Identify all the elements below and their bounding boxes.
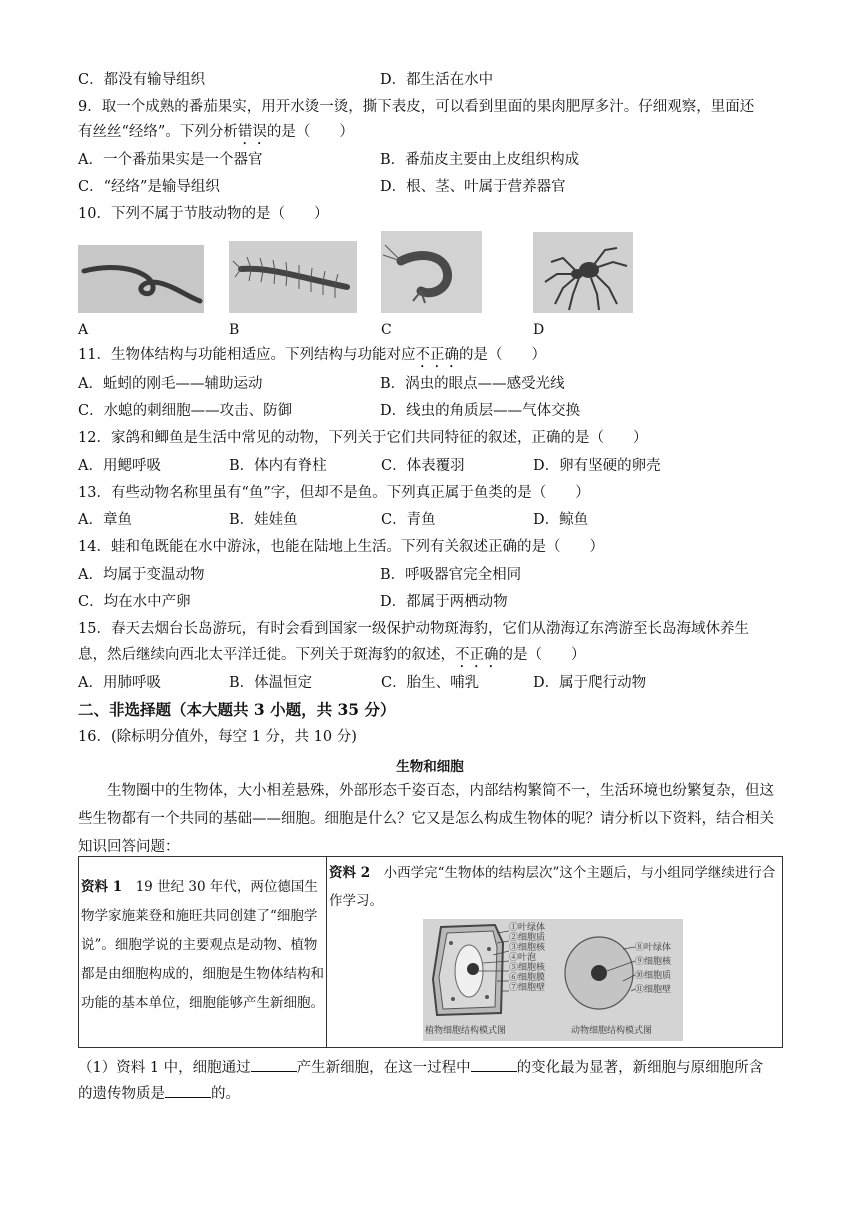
material-1-cell <box>79 857 327 1048</box>
passage-title: 生物和细胞 <box>396 759 464 775</box>
q14-option-b: B．呼吸器官完全相同 <box>380 567 522 583</box>
section-heading: 二、非选择题（本大题共 3 小题，共 35 分） <box>78 700 396 719</box>
q16-stem: 16．(除标明分值外，每空 1 分，共 10 分) <box>78 729 357 745</box>
material-1 <box>79 857 326 1018</box>
q13-option-b: B．娃娃鱼 <box>229 512 298 528</box>
q9-option-c: C．“经络”是输导组织 <box>78 179 220 195</box>
q13-stem: 13．有些动物名称里虽有“鱼”字，但却不是鱼。下列真正属于鱼类的是（ ） <box>78 485 590 501</box>
q14-option-d: D．都属于两栖动物 <box>380 594 508 610</box>
material-1-text: 19 世纪 30 年代，两位德国生物学家施莱登和施旺共同创建了“细胞学说”。细胞学说的主要观点是动物、植物都是由细胞构成的，细胞是生物体结构和功能的基本单位，细胞能够产生新细胞。 <box>81 879 324 1011</box>
centipede-icon <box>229 241 357 313</box>
emphasis-text: 不正确 <box>415 347 459 363</box>
material-2-label: 资料 2 <box>329 865 371 881</box>
q14-stem: 14．蛙和龟既能在水中游泳，也能在陆地上生活。下列有关叙述正确的是（ ） <box>78 539 604 555</box>
animal-cell-labels: ⑧叶绿体 ⑨细胞核 ⑩细胞质 ⑪细胞壁 <box>635 943 672 995</box>
materials-table <box>78 856 783 1048</box>
q12-stem: 12．家鸽和鲫鱼是生活中常见的动物，下列关于它们共同特征的叙述，正确的是（ ） <box>78 430 648 446</box>
q8-option-d: D．都生活在水中 <box>380 72 494 88</box>
q15-option-d: D．属于爬行动物 <box>533 675 647 691</box>
q11-option-b: B．涡虫的眼点——感受光线 <box>380 376 565 392</box>
q8-option-c: C．都没有输导组织 <box>78 72 206 88</box>
q15-option-a: A．用肺呼吸 <box>78 675 161 691</box>
shrimp-icon <box>381 231 482 313</box>
animal-cell-caption: 动物细胞结构模式图 <box>571 1026 653 1036</box>
q12-option-d: D．卵有坚硬的卵壳 <box>533 458 661 474</box>
q11-option-a: A．蚯蚓的刚毛——辅助运动 <box>78 376 263 392</box>
q14-option-a: A．均属于变温动物 <box>78 567 205 583</box>
material-1-label: 资料 1 <box>81 879 123 895</box>
q15-option-c: C．胎生、哺乳 <box>381 675 480 691</box>
spider-photo <box>533 232 633 313</box>
q11-option-d: D．线虫的角质层——气体交换 <box>380 403 581 419</box>
material-2-cell <box>327 857 783 1048</box>
q11-option-c: C．水螅的刺细胞——攻击、防御 <box>78 403 293 419</box>
q15-stem-line1: 15．春天去烟台长岛游玩，有时会看到国家一级保护动物斑海豹，它们从渤海辽东湾游至长岛海域休养生 <box>78 621 749 637</box>
passage-text: 生物圈中的生物体，大小相差悬殊，外部形态千姿百态，内部结构繁简不一，生活环境也纷繁复杂，但这些生物都有一个共同的基础——细胞。细胞是什么？它又是怎么构成生物体的呢？请分析以下资料，结合相关知识回答问题： <box>78 783 774 855</box>
q10-stem: 10．下列不属于节肢动物的是（ ） <box>78 206 329 222</box>
emphasis-text: 错误 <box>237 124 267 140</box>
q12-option-a: A．用鳃呼吸 <box>78 458 161 474</box>
q13-option-a: A．章鱼 <box>78 512 132 528</box>
answer-blank[interactable] <box>251 1057 297 1072</box>
q10-label-c: C <box>381 322 392 338</box>
spider-icon <box>533 232 633 313</box>
plant-cell-labels: ①叶绿体 ②细胞质 ③细胞核 ④叶泡 ⑤细胞核 ⑥细胞膜 ⑦细胞壁 <box>509 923 546 993</box>
q16-sub1-line2: 的遗传物质是 的。 <box>78 1081 788 1107</box>
material-2 <box>327 857 782 915</box>
centipede-photo <box>229 241 357 313</box>
q12-option-c: C．体表覆羽 <box>381 458 465 474</box>
q15-stem-line2: 息，然后继续向西北太平洋迁徙。下列关于斑海豹的叙述，不正确的是（ ） <box>78 647 586 663</box>
material-2-text: 小西学完“生物体的结构层次”这个主题后，与小组同学继续进行合作学习。 <box>329 865 776 909</box>
shrimp-photo <box>381 231 482 313</box>
q16-sub1-line1: （1）资料 1 中，细胞通过 产生新细胞，在这一过程中 的变化最为显著，新细胞与原细胞所含 <box>78 1055 788 1081</box>
q9-stem-line1: 9．取一个成熟的番茄果实，用开水烫一烫，撕下表皮，可以看到里面的果肉肥厚多汁。仔细观察，里面还 <box>78 99 755 115</box>
q13-option-c: C．青鱼 <box>381 512 436 528</box>
emphasis-text: 不正确 <box>455 647 499 663</box>
q10-label-b: B <box>229 322 240 338</box>
q10-label-d: D <box>533 322 545 338</box>
q9-option-d: D．根、茎、叶属于营养器官 <box>380 179 566 195</box>
earthworm-icon <box>78 245 204 313</box>
q13-option-d: D．鲸鱼 <box>533 512 589 528</box>
answer-blank[interactable] <box>165 1083 211 1098</box>
q9-stem-line2: 有丝丝“经络”。下列分析错误的是（ ） <box>78 124 354 140</box>
q12-option-b: B．体内有脊柱 <box>229 458 327 474</box>
plant-cell-caption: 植物细胞结构模式图 <box>425 1026 507 1036</box>
q9-option-a: A．一个番茄果实是一个器官 <box>78 152 263 168</box>
q9-option-b: B．番茄皮主要由上皮组织构成 <box>380 152 580 168</box>
cell-diagrams-image <box>423 919 683 1041</box>
answer-blank[interactable] <box>471 1057 517 1072</box>
q10-label-a: A <box>78 322 89 338</box>
q15-option-b: B．体温恒定 <box>229 675 313 691</box>
q11-stem: 11．生物体结构与功能相适应。下列结构与功能对应不正确的是（ ） <box>78 347 546 363</box>
earthworm-photo <box>78 245 204 313</box>
q14-option-c: C．均在水中产卵 <box>78 594 191 610</box>
